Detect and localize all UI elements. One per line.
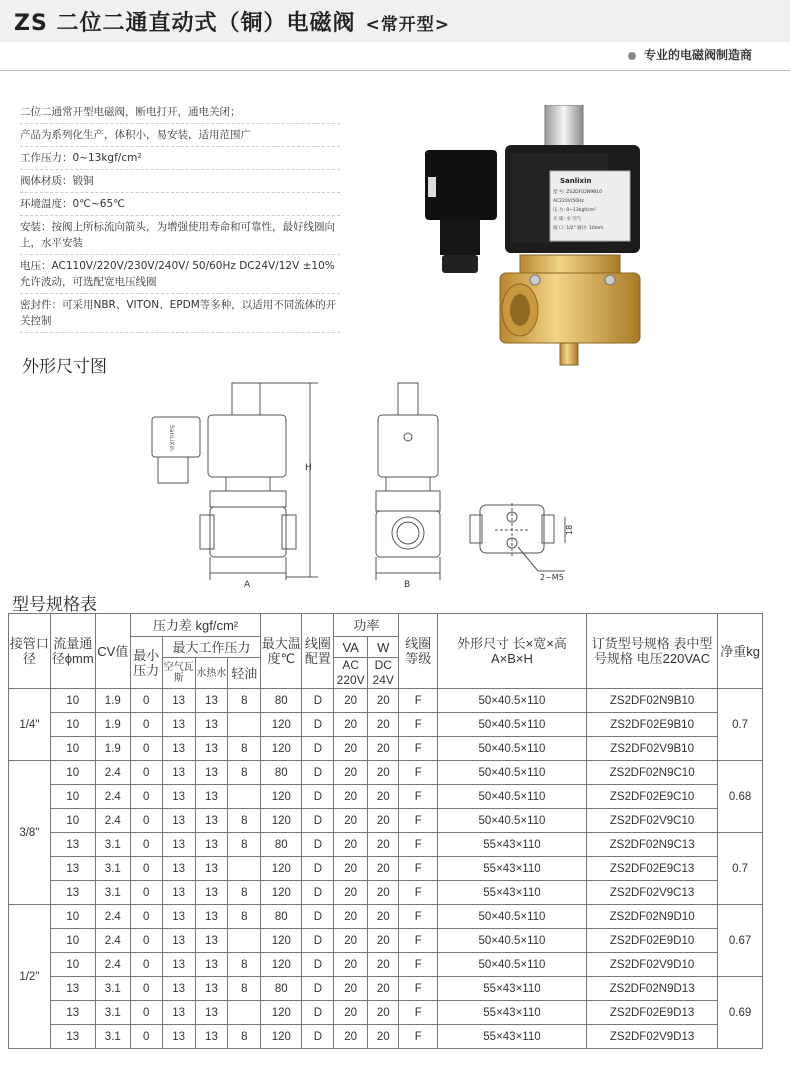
cell-va: 20 [334,857,368,881]
cell-cv: 1.9 [95,737,130,761]
cell-temp: 120 [261,1025,302,1049]
cell-oil: 8 [228,953,261,977]
header-weight: 净重kg [718,614,763,689]
cell-min: 0 [130,809,162,833]
cell-air: 13 [162,761,195,785]
side-body-top [376,491,440,511]
cell-model: ZS2DF02E9C13 [586,857,717,881]
cell-va: 20 [334,833,368,857]
cell-oil [228,713,261,737]
cell-dims: 50×40.5×110 [437,785,586,809]
cell-min: 0 [130,857,162,881]
cell-cv: 1.9 [95,689,130,713]
front-connector [152,417,200,457]
front-port-left [200,515,214,549]
spec-table-body [9,689,763,1049]
cell-air: 13 [162,689,195,713]
cell-coil: D [302,833,334,857]
cell-min: 0 [130,977,162,1001]
cell-model: ZS2DF02N9B10 [586,689,717,713]
cell-grade: F [399,833,438,857]
cell-flow: 13 [50,833,95,857]
cell-coil: D [302,785,334,809]
cell-grade: F [399,905,438,929]
cell-w: 20 [368,689,399,713]
cell-model: ZS2DF02N9C13 [586,833,717,857]
side-nut [398,383,418,415]
cell-oil: 8 [228,977,261,1001]
cell-air: 13 [162,809,195,833]
cell-port: 1/2" [9,905,51,1049]
cell-weight: 0.68 [718,761,763,833]
m5-leader-line [518,547,538,571]
cell-va: 20 [334,881,368,905]
desc-line: 安装：按阀上所标流向箭头，为增强使用寿命和可靠性，最好线圈向上，水平安装 [20,218,340,255]
header-flow: 流量通径ϕmm [50,614,95,689]
table-row [9,761,763,785]
cell-va: 20 [334,689,368,713]
cell-model: ZS2DF02E9B10 [586,713,717,737]
cell-dims: 55×43×110 [437,881,586,905]
cell-water: 13 [195,785,228,809]
title-text: ZS 二位二通直动式（铜）电磁阀 [14,11,356,36]
desc-line: 电压：AC110V/220V/230V/240V/ 50/60Hz DC24V/12V ±10%允许波动，可选配宽电压线圈 [20,257,340,294]
cell-port: 1/4" [9,689,51,761]
cell-model: ZS2DF02V9B10 [586,737,717,761]
cell-w: 20 [368,785,399,809]
cell-water: 13 [195,1025,228,1049]
cell-water: 13 [195,881,228,905]
cell-air: 13 [162,905,195,929]
side-body [376,511,440,557]
desc-line: 二位二通常开型电磁阀，断电打开，通电关闭； [20,103,340,124]
front-body [210,507,286,557]
cell-model: ZS2DF02N9D13 [586,977,717,1001]
label-m5: 2~M5 [540,573,564,582]
cell-water: 13 [195,929,228,953]
label-brand: Sanlixin [560,177,592,185]
cell-dims: 50×40.5×110 [437,929,586,953]
table-row [9,1025,763,1049]
header-max-pressure: 最大工作压力 [162,637,261,658]
cell-temp: 80 [261,689,302,713]
cell-dims: 55×43×110 [437,833,586,857]
cell-coil: D [302,977,334,1001]
cell-water: 13 [195,857,228,881]
cell-w: 20 [368,713,399,737]
cell-grade: F [399,1001,438,1025]
cell-flow: 10 [50,785,95,809]
header-temp: 最大温度℃ [261,614,302,689]
cell-dims: 55×43×110 [437,977,586,1001]
cell-coil: D [302,1025,334,1049]
cell-min: 0 [130,689,162,713]
cell-va: 20 [334,713,368,737]
cell-air: 13 [162,737,195,761]
cell-water: 13 [195,737,228,761]
cell-model: ZS2DF02E9D13 [586,1001,717,1025]
cell-oil [228,785,261,809]
cell-va: 20 [334,929,368,953]
cell-flow: 13 [50,977,95,1001]
side-screw [404,433,412,441]
cell-grade: F [399,881,438,905]
table-row [9,857,763,881]
title-subtitle: <常开型> [365,15,450,35]
cell-w: 20 [368,1025,399,1049]
cell-flow: 10 [50,905,95,929]
cell-va: 20 [334,1001,368,1025]
cell-temp: 120 [261,785,302,809]
cell-port: 3/8" [9,761,51,905]
cell-grade: F [399,689,438,713]
cell-temp: 120 [261,857,302,881]
cell-min: 0 [130,881,162,905]
cell-air: 13 [162,953,195,977]
cell-grade: F [399,809,438,833]
cell-flow: 10 [50,953,95,977]
cell-cv: 3.1 [95,857,130,881]
cell-cv: 2.4 [95,761,130,785]
cell-oil: 8 [228,761,261,785]
table-row [9,689,763,713]
cell-cv: 3.1 [95,977,130,1001]
cell-oil: 8 [228,737,261,761]
cell-w: 20 [368,929,399,953]
cell-model: ZS2DF02V9C13 [586,881,717,905]
header-cv: CV值 [95,614,130,689]
table-row [9,881,763,905]
table-section-title: 型号规格表 [12,595,97,615]
cell-dims: 50×40.5×110 [437,713,586,737]
cell-flow: 10 [50,737,95,761]
product-description [20,103,340,335]
cell-flow: 10 [50,809,95,833]
bullet-dot-icon [628,52,636,60]
cell-min: 0 [130,929,162,953]
cell-air: 13 [162,881,195,905]
cell-va: 20 [334,953,368,977]
cell-grade: F [399,977,438,1001]
table-row [9,929,763,953]
cell-min: 0 [130,833,162,857]
desc-line: 阀体材质：锻铜 [20,172,340,193]
cell-model: ZS2DF02E9D10 [586,929,717,953]
cell-temp: 80 [261,905,302,929]
header-ac: AC 220V [334,658,368,689]
cell-cv: 3.1 [95,833,130,857]
cell-model: ZS2DF02V9D13 [586,1025,717,1049]
header-w: W [368,637,399,658]
header-coil-grade: 线圈等级 [399,614,438,689]
cell-cv: 2.4 [95,785,130,809]
cell-temp: 120 [261,713,302,737]
spec-table [8,613,763,1049]
cell-coil: D [302,1001,334,1025]
connector-brand-text: SanLiXin [168,425,175,451]
cell-min: 0 [130,1001,162,1025]
table-row [9,977,763,1001]
cell-grade: F [399,953,438,977]
cell-dims: 55×43×110 [437,857,586,881]
cell-w: 20 [368,953,399,977]
cell-cv: 2.4 [95,809,130,833]
header-power: 功率 [334,614,399,637]
side-port-inner [397,522,419,544]
header-divider [0,70,790,71]
tagline-text: 专业的电磁阀制造商 [643,48,752,62]
cell-grade: F [399,1025,438,1049]
cell-min: 0 [130,785,162,809]
cell-oil [228,857,261,881]
cell-weight: 0.67 [718,905,763,977]
cell-coil: D [302,689,334,713]
cell-min: 0 [130,953,162,977]
cell-temp: 120 [261,929,302,953]
label-a: A [244,580,251,590]
desc-line: 环境温度：0℃~65℃ [20,195,340,216]
header-air-gas: 空气瓦斯 [162,658,195,689]
table-row [9,713,763,737]
cell-coil: D [302,953,334,977]
cell-coil: D [302,809,334,833]
cell-temp: 120 [261,809,302,833]
cell-oil [228,929,261,953]
cell-oil: 8 [228,689,261,713]
cell-water: 13 [195,905,228,929]
side-coil [378,415,438,477]
cell-oil: 8 [228,881,261,905]
cell-water: 13 [195,977,228,1001]
desc-line: 工作压力：0~13kgf/cm² [20,149,340,170]
cell-temp: 120 [261,953,302,977]
table-row [9,809,763,833]
cell-model: ZS2DF02N9D10 [586,905,717,929]
label-line: 型 号: ZS2DF02N9B10 [553,190,603,195]
cell-w: 20 [368,857,399,881]
cell-grade: F [399,857,438,881]
cell-grade: F [399,929,438,953]
cell-w: 20 [368,761,399,785]
cell-w: 20 [368,833,399,857]
dimension-drawing [140,375,610,590]
cell-oil [228,1001,261,1025]
cell-grade: F [399,761,438,785]
page-title [14,6,450,37]
cell-coil: D [302,905,334,929]
header-dc: DC 24V [368,658,399,689]
cell-cv: 2.4 [95,929,130,953]
header-min-pressure: 最小压力 [130,637,162,689]
cell-min: 0 [130,713,162,737]
header-order: 订货型号规格 表中型号规格 电压220VAC [586,614,717,689]
cell-min: 0 [130,761,162,785]
cell-temp: 120 [261,1001,302,1025]
header-oil: 轻油 [228,658,261,689]
cell-flow: 10 [50,929,95,953]
cell-w: 20 [368,905,399,929]
cell-water: 13 [195,713,228,737]
desc-line: 产品为系列化生产，体积小，易安装，适用范围广 [20,126,340,147]
cell-coil: D [302,929,334,953]
front-bonnet [226,477,270,491]
label-h: H [305,463,312,473]
cell-dims: 50×40.5×110 [437,761,586,785]
cell-coil: D [302,737,334,761]
cell-va: 20 [334,809,368,833]
dimension-section-title: 外形尺寸图 [22,357,107,377]
cell-flow: 13 [50,1001,95,1025]
label-18: 18 [565,524,574,535]
cell-coil: D [302,881,334,905]
table-row [9,905,763,929]
cell-water: 13 [195,761,228,785]
cell-va: 20 [334,977,368,1001]
cell-w: 20 [368,737,399,761]
cell-flow: 10 [50,689,95,713]
table-row [9,785,763,809]
header-coil-config: 线圈配置 [302,614,334,689]
cell-temp: 80 [261,761,302,785]
cell-w: 20 [368,1001,399,1025]
cell-temp: 120 [261,737,302,761]
cell-cv: 3.1 [95,881,130,905]
cell-model: ZS2DF02E9C10 [586,785,717,809]
cell-cv: 2.4 [95,953,130,977]
cell-air: 13 [162,833,195,857]
header-pressure: 压力差 kgf/cm² [130,614,260,637]
label-line: AC220V/50Hz [553,199,584,204]
cell-grade: F [399,713,438,737]
cell-air: 13 [162,857,195,881]
cell-air: 13 [162,977,195,1001]
cell-oil: 8 [228,833,261,857]
cell-cv: 3.1 [95,1001,130,1025]
cell-flow: 10 [50,713,95,737]
tagline [628,46,752,63]
cell-va: 20 [334,737,368,761]
label-b: B [404,580,411,590]
table-row [9,833,763,857]
cell-w: 20 [368,881,399,905]
cell-va: 20 [334,785,368,809]
cell-air: 13 [162,1025,195,1049]
cell-dims: 50×40.5×110 [437,809,586,833]
cell-oil: 8 [228,905,261,929]
cell-weight: 0.7 [718,689,763,761]
cell-flow: 13 [50,881,95,905]
cell-va: 20 [334,905,368,929]
cell-coil: D [302,761,334,785]
cell-va: 20 [334,761,368,785]
cell-model: ZS2DF02V9D10 [586,953,717,977]
table-row [9,953,763,977]
cell-water: 13 [195,1001,228,1025]
cell-model: ZS2DF02N9C10 [586,761,717,785]
side-bonnet [386,477,430,491]
cell-coil: D [302,857,334,881]
cell-temp: 80 [261,833,302,857]
cell-temp: 120 [261,881,302,905]
cell-water: 13 [195,953,228,977]
front-port-right [282,515,296,549]
header-port: 接管口径 [9,614,51,689]
cell-min: 0 [130,737,162,761]
cell-grade: F [399,737,438,761]
cell-oil: 8 [228,809,261,833]
cell-cv: 3.1 [95,1025,130,1049]
cell-dims: 50×40.5×110 [437,689,586,713]
cell-dims: 55×43×110 [437,1001,586,1025]
cell-flow: 10 [50,761,95,785]
cell-model: ZS2DF02V9C10 [586,809,717,833]
cell-va: 20 [334,1025,368,1049]
cell-weight: 0.7 [718,833,763,905]
table-row [9,1001,763,1025]
cell-oil: 8 [228,1025,261,1049]
label-line: 接 口: 1/2" 通径: 10mm [553,226,604,231]
cell-temp: 80 [261,977,302,1001]
cell-weight: 0.69 [718,977,763,1049]
cell-water: 13 [195,809,228,833]
cell-dims: 50×40.5×110 [437,737,586,761]
cell-air: 13 [162,785,195,809]
cell-water: 13 [195,833,228,857]
cell-min: 0 [130,905,162,929]
table-row [9,737,763,761]
cell-flow: 13 [50,1025,95,1049]
label-line: 介 质: 水 空气 [553,217,582,222]
front-nut [232,383,260,415]
cell-water: 13 [195,689,228,713]
label-line: 压 力: 0~13kgf/cm² [553,208,596,213]
header-water: 水热水 [195,658,228,689]
cell-coil: D [302,713,334,737]
cell-min: 0 [130,1025,162,1049]
product-photo [420,105,650,375]
cell-air: 13 [162,929,195,953]
cell-dims: 50×40.5×110 [437,953,586,977]
cell-air: 13 [162,1001,195,1025]
cell-cv: 1.9 [95,713,130,737]
cell-cv: 2.4 [95,905,130,929]
cell-dims: 55×43×110 [437,1025,586,1049]
cell-grade: F [399,785,438,809]
desc-line: 密封件：可采用NBR、VITON、EPDM等多种，以适用不同流体的开关控制 [20,296,340,333]
front-coil [208,415,286,477]
cell-w: 20 [368,809,399,833]
header-dims: 外形尺寸 长×宽×高 A×B×H [437,614,586,689]
header-va: VA [334,637,368,658]
cell-air: 13 [162,713,195,737]
cell-dims: 50×40.5×110 [437,905,586,929]
front-body-top [210,491,286,507]
cell-w: 20 [368,977,399,1001]
front-connector-gland [158,457,188,483]
cell-flow: 13 [50,857,95,881]
